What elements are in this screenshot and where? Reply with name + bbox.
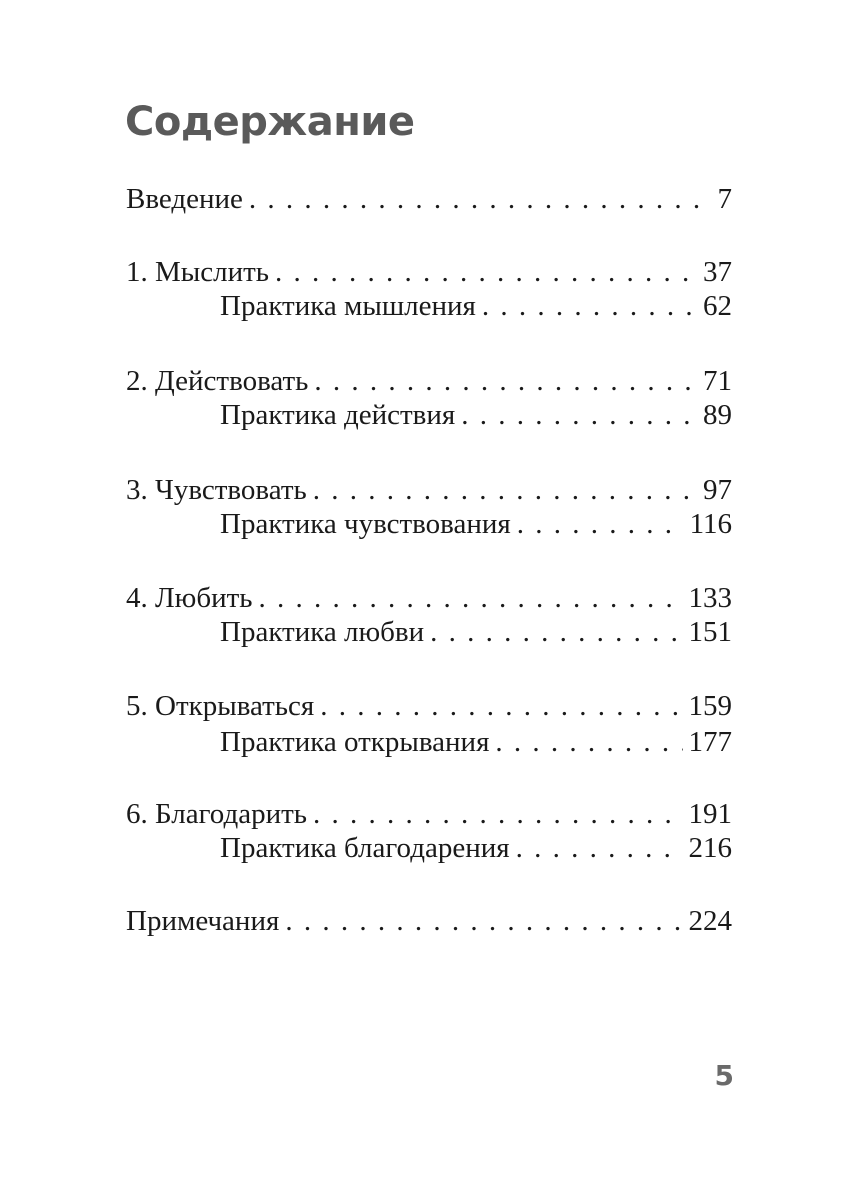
toc-entry-label: Практика благодарения bbox=[220, 832, 510, 864]
toc-entry-page: 37 bbox=[703, 256, 732, 288]
page-title: Содержание bbox=[125, 99, 415, 145]
dot-leader bbox=[249, 181, 712, 217]
toc-entry-page: 7 bbox=[717, 183, 732, 215]
toc-entry-label: Практика любви bbox=[220, 616, 425, 648]
toc-entry-notes bbox=[126, 903, 732, 939]
toc-entry-introduction bbox=[126, 181, 732, 217]
toc-entry-practice-4 bbox=[220, 614, 732, 650]
toc-entry-label: Практика действия bbox=[220, 399, 456, 431]
toc-entry-label: 1. Мыслить bbox=[126, 256, 270, 288]
dot-leader bbox=[313, 472, 697, 508]
toc-entry-chapter-2 bbox=[126, 363, 732, 399]
toc-entry-chapter-4 bbox=[126, 580, 732, 616]
dot-leader bbox=[320, 688, 682, 724]
toc-entry-practice-5 bbox=[220, 724, 732, 760]
toc-entry-page: 191 bbox=[688, 798, 732, 830]
toc-entry-label: Примечания bbox=[126, 905, 280, 937]
toc-entry-page: 116 bbox=[689, 508, 732, 540]
toc-entry-page: 133 bbox=[688, 582, 732, 614]
toc-entry-practice-3 bbox=[220, 506, 732, 542]
toc-entry-page: 216 bbox=[688, 832, 732, 864]
toc-entry-page: 177 bbox=[688, 726, 732, 758]
dot-leader bbox=[430, 614, 682, 650]
toc-entry-page: 159 bbox=[688, 690, 732, 722]
toc-entry-chapter-1 bbox=[126, 254, 732, 290]
dot-leader bbox=[516, 830, 683, 866]
dot-leader bbox=[259, 580, 683, 616]
toc-entry-chapter-3 bbox=[126, 472, 732, 508]
toc-entry-practice-2 bbox=[220, 397, 732, 433]
toc-entry-label: Практика мышления bbox=[220, 290, 476, 322]
toc-entry-practice-6 bbox=[220, 830, 732, 866]
page-number: 5 bbox=[714, 1059, 734, 1092]
toc-entry-label: 4. Любить bbox=[126, 582, 253, 614]
dot-leader bbox=[275, 254, 697, 290]
toc-entry-label: Практика открывания bbox=[220, 726, 490, 758]
dot-leader bbox=[517, 506, 684, 542]
toc-entry-page: 151 bbox=[688, 616, 732, 648]
toc-entry-page: 89 bbox=[703, 399, 732, 431]
toc-entry-label: Практика чувствования bbox=[220, 508, 511, 540]
toc-entry-practice-1 bbox=[220, 288, 732, 324]
toc-entry-label: 6. Благодарить bbox=[126, 798, 307, 830]
dot-leader bbox=[495, 724, 682, 760]
toc-entry-page: 224 bbox=[688, 905, 732, 937]
toc-entry-label: Введение bbox=[126, 183, 243, 215]
dot-leader bbox=[314, 363, 697, 399]
toc-entry-chapter-5 bbox=[126, 688, 732, 724]
toc-entry-page: 71 bbox=[703, 365, 732, 397]
toc-entry-page: 97 bbox=[703, 474, 732, 506]
toc-entry-label: 2. Действовать bbox=[126, 365, 309, 397]
toc-entry-page: 62 bbox=[703, 290, 732, 322]
dot-leader bbox=[482, 288, 697, 324]
toc-entry-chapter-6 bbox=[126, 796, 732, 832]
dot-leader bbox=[461, 397, 697, 433]
dot-leader bbox=[313, 796, 683, 832]
dot-leader bbox=[285, 903, 682, 939]
toc-entry-label: 5. Открываться bbox=[126, 690, 315, 722]
toc-entry-label: 3. Чувствовать bbox=[126, 474, 307, 506]
